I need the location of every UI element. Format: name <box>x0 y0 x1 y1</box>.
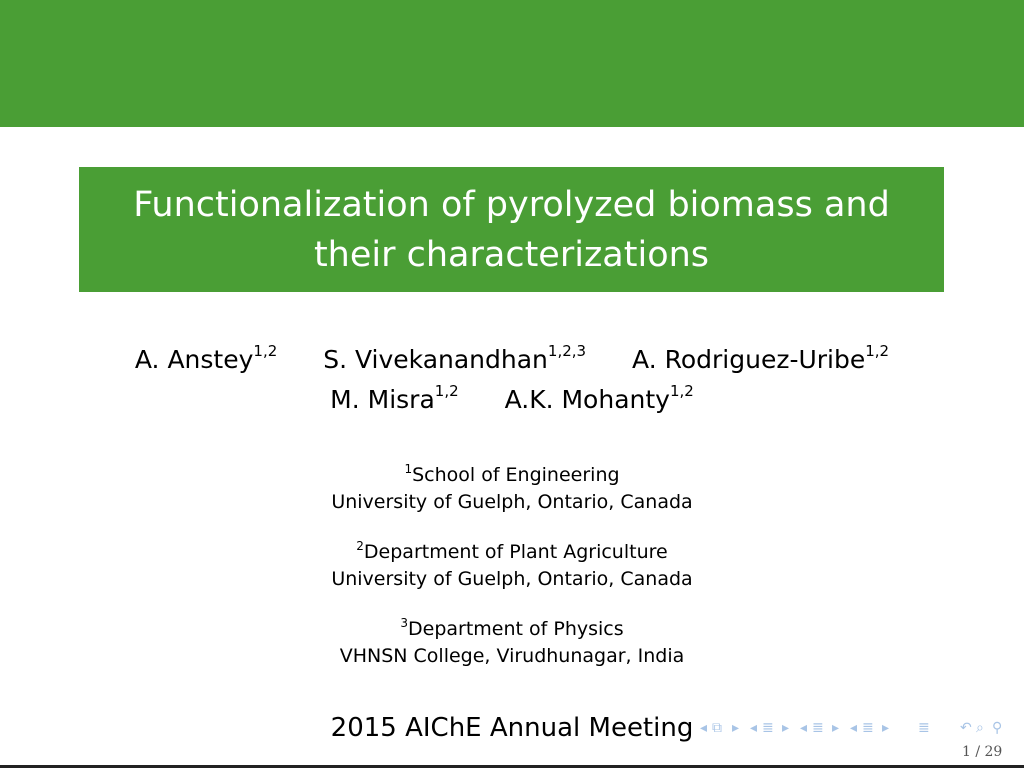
page-number: 1 / 29 <box>962 744 1003 760</box>
prev-arrow-icon[interactable]: ◂ <box>750 720 758 736</box>
affiliation: $^3$Department of Physics VHNSN College, Virudhunagar, India <box>339 616 685 667</box>
slide-title: Functionalization of pyrolyzed biomass and their characterizations <box>133 184 890 275</box>
prev-arrow-icon[interactable]: ◂ <box>850 720 858 736</box>
align-icon[interactable]: ≣ <box>918 720 930 736</box>
affiliation: $^2$Department of Plant Agriculture University of Guelph, Ontario, Canada <box>331 539 693 590</box>
author: A. Rodriguez-Uribe$^{1,2}$ <box>632 342 890 374</box>
author: M. Misra$^{1,2}$ <box>330 382 459 414</box>
next-arrow-icon[interactable]: ▸ <box>832 720 840 736</box>
author: A. Anstey$^{1,2}$ <box>134 342 278 374</box>
prev-arrow-icon[interactable]: ◂ <box>700 720 708 736</box>
next-arrow-icon[interactable]: ▸ <box>732 720 740 736</box>
section-icon[interactable]: ≣ <box>762 720 774 736</box>
authors <box>0 340 1024 420</box>
authors-line-1 <box>0 340 1024 380</box>
title-box <box>79 167 944 292</box>
affiliations <box>0 462 1024 693</box>
prev-arrow-icon[interactable]: ◂ <box>800 720 808 736</box>
slide-icon[interactable]: ≣ <box>862 720 874 736</box>
undo-icon[interactable]: ↶ <box>960 720 972 736</box>
author: A.K. Mohanty$^{1,2}$ <box>504 382 694 414</box>
next-arrow-icon[interactable]: ▸ <box>782 720 790 736</box>
subsection-icon[interactable]: ≣ <box>812 720 824 736</box>
authors-line-2 <box>0 380 1024 420</box>
next-arrow-icon[interactable]: ▸ <box>882 720 890 736</box>
meeting-name: 2015 AIChE Annual Meeting <box>330 713 694 743</box>
frame-icon[interactable]: ⧉ <box>712 720 722 736</box>
search-icon[interactable]: ⌕ <box>976 720 984 736</box>
author: S. Vivekanandhan$^{1,2,3}$ <box>323 342 587 374</box>
navigation-bar <box>692 720 1022 740</box>
affiliation: $^1$School of Engineering University of Guelph, Ontario, Canada <box>331 462 693 513</box>
header-bar <box>0 0 1024 127</box>
fullscreen-icon[interactable]: ⚲ <box>992 720 1003 736</box>
